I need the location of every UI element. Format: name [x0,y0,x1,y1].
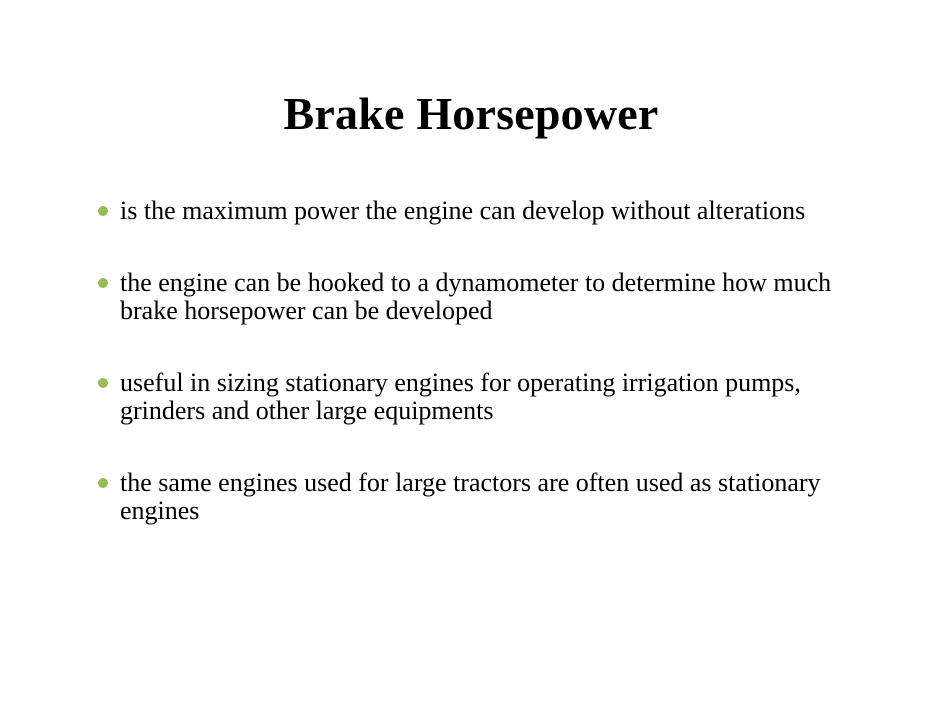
bullet-text: is the maximum power the engine can develop without alterations [120,196,806,225]
bullet-dot-icon [98,378,108,388]
bullet-dot-icon [98,278,108,288]
bullet-list [96,197,856,569]
bullet-item [96,269,856,325]
bullet-text: the same engines used for large tractors are often used as stationary engines [120,468,821,525]
bullet-text: the engine can be hooked to a dynamometer to determine how much brake horsepower can be developed [120,268,832,325]
bullet-dot-icon [98,478,108,488]
bullet-item [96,369,856,425]
bullet-dot-icon [98,206,108,216]
bullet-item [96,469,856,525]
slide-title: Brake Horsepower [283,88,659,139]
bullet-item [96,197,856,225]
bullet-text: useful in sizing stationary engines for operating irrigation pumps, grinders and other large equipments [120,368,801,425]
